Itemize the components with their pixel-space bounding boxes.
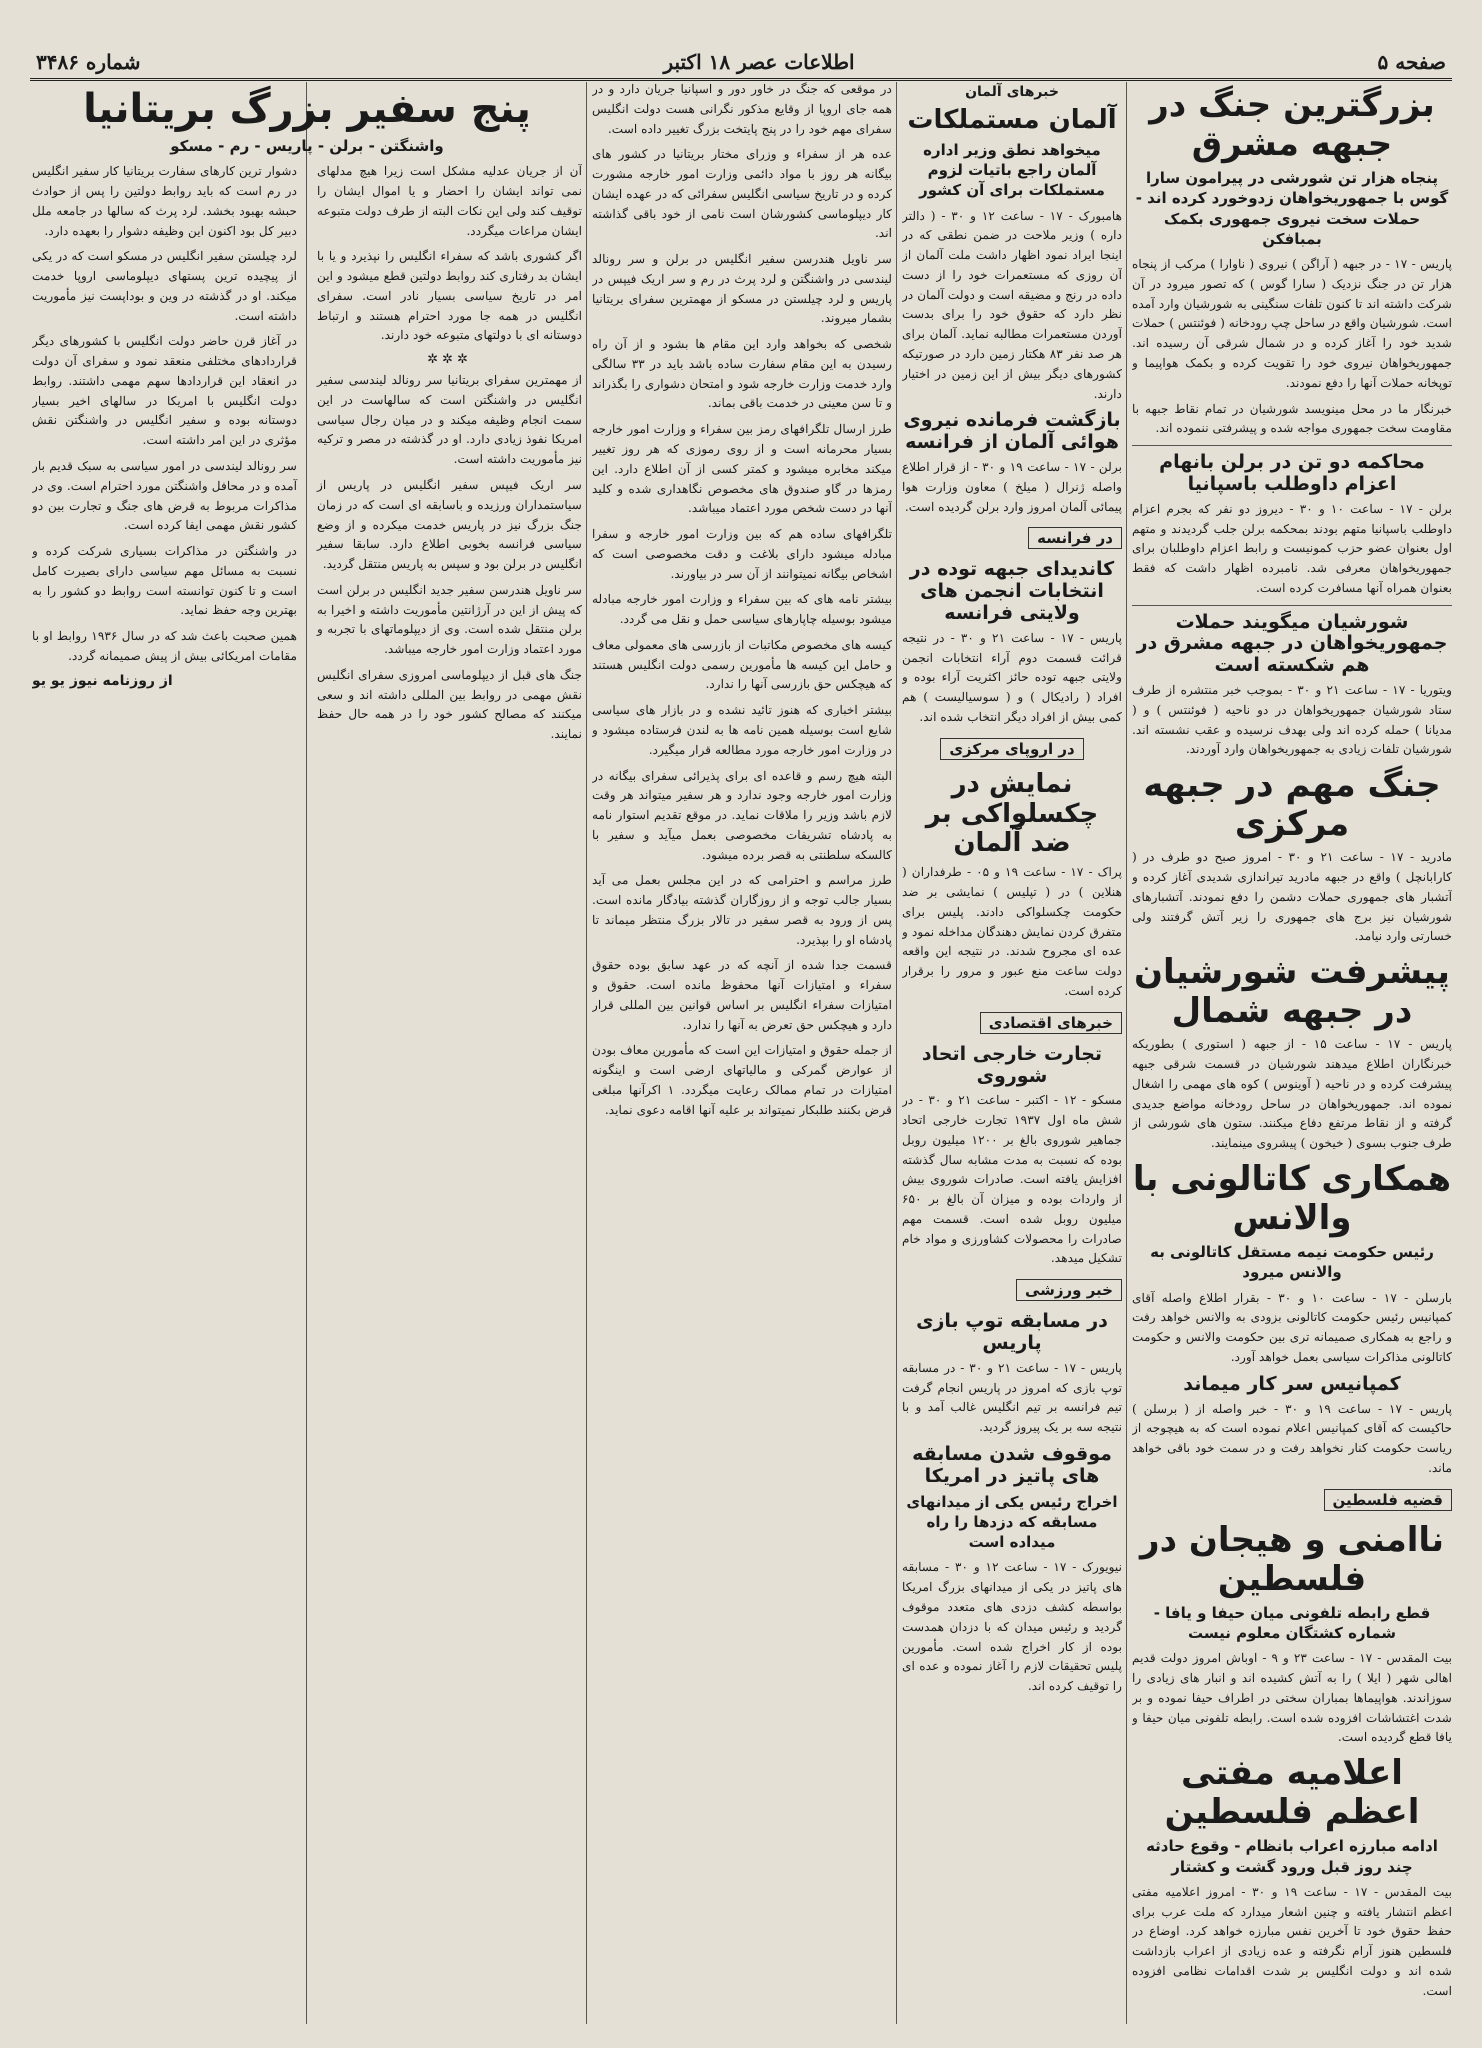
subhead-capitals: واشنگتن - برلن - پاریس - رم - مسکو (170, 137, 444, 155)
article-body: در موقعی که جنگ در خاور دور و اسپانیا جریان دارد و در همه جای اروپا از وقایع مذکور نگرانی هست دولت انگلیس سفرای مهم خود را در پنج پایتخت بزرگ تغییر داده است. (592, 82, 892, 136)
article-body: دشوار ترین کارهای سفارت بریتانیا کار سفیر انگلیس در رم است که باید روابط دولتین را پس از حوادث حبشه بهبود بخشد. لرد پرث که سالها در جامعه ملل دبیر کل بود اکنون این وظیفه دشوار را بعهده دارد. (32, 164, 297, 238)
article-body: مسکو - ۱۲ - اکتبر - ساعت ۲۱ و ۳۰ - در شش ماه اول ۱۹۳۷ تجارت خارجی اتحاد جماهیر شوروی بالغ بر ۱۲۰۰ میلیون روبل بوده که نسبت به مدت مشابه سال گذشته افزایش یافته است. صادرات شوروی بیش از واردات بوده و میزان آن بالغ بر ۶۵۰ میلیون روبل شده است. قسمت مهم صادرات را محصولات کشاورزی و مواد خام تشکیل میدهد. (902, 1093, 1122, 1266)
column-ambassadors-cont (592, 80, 892, 2028)
headline-air-chief: بازگشت فرمانده نیروی هوائی آلمان از فرانسه (903, 409, 1121, 454)
headline-paris-football: در مسابقه توپ بازی پاریس (916, 1310, 1108, 1355)
article-body: بیت المقدس - ۱۷ - ساعت ۱۹ و ۳۰ - امروز اعلامیه مفتی اعظم انتشار یافته و چنین اشعار میدارد که ملت عرب برای حفظ حقوق خود تا آخرین نفس مبارزه خواهد کرد. اوضاع در فلسطین هنوز آرام نگرفته و عده زیادی از اعراب بازداشت شده اند و دولت انگلیس بر شدت اقدامات نظامی افزوده است. (1132, 1884, 1452, 1998)
subhead-germany-colonies: میخواهد نطق وزیر اداره آلمان راجع باتیات لزوم مستملکات برای آن کشور (919, 140, 1105, 200)
article-body: طرز ارسال تلگرافهای رمز بین سفراء و وزارت امور خارجه بسیار محرمانه است و از روی رموزی که هر روز تغییر میکند مخابره میشود و کمتر کسی از آن اطلاع دارد. این رمزها در گاو صندوق های مخصوص نگاهداری شده و کلید آنها در دست شخص مورد اعتماد میباشد. (592, 422, 892, 516)
separator (1132, 605, 1452, 606)
article-body: البته هیچ رسم و قاعده ای برای پذیرائی سفرای بیگانه در وزارت امور خارجه وجود ندارد و هر سفیر میتواند هر وقت لازم باشد وزیر را ملاقات نماید. در موقع تقدیم استوار نامه به پادشاه تشریفات مخصوصی بعمل میآید و سفیر با کالسکه سلطنتی به قصر برده میشود. (592, 768, 892, 862)
headline-skating-cancel: موقوف شدن مسابقه های پاتیز در امریکا (912, 1443, 1112, 1487)
article-body: برلن - ۱۷ - ساعت ۱۰ و ۳۰ - دیروز دو نفر که بجرم اعزام داوطلب باسپانیا متهم بودند بمحکمه برلن جلب گردیدند و متهم اول بعنوان عضو حزب کمونیست و رابط اعزام داوطلبان برای جمهوریخواهان معرفی شد. نامبرده اظهار داشت که فقط بعنوان همراه آنها مسافرت کرده است. (1132, 501, 1452, 595)
headline-east-front: بزرگترین جنگ در جبهه مشرق (1149, 85, 1435, 165)
article-body: بارسلن - ۱۷ - ساعت ۱۰ و ۳۰ - بقرار اطلاع واصله آقای کمپانیس رئیس حکومت کاتالونی بزودی به والانس خواهد رفت و راجع به همکاری صمیمانه تری بین حکومت والانس و حکومت کاتالونی مذاکرات سیاسی بعمل خواهد آورد. (1132, 1290, 1452, 1364)
subhead-east-front: پنجاه هزار تن شورشی در پیرامون سارا گوس با جمهوریخواهان زدوخورد کرده اند - حملات سخت نیروی جمهوری بکمک بمبافکن (1135, 169, 1449, 248)
article-body: پراک - ۱۷ - ساعت ۱۹ و ۰۵ - طرفداران ( هنلاین ) در ( تپلیس ) نمایشی بر ضد حکومت چکسلواکی دادند. پلیس برای متفرق کردن نمایش دهندگان مداخله نمود و عده ای مجروح شدند. در نتیجه این واقعه دولت ساعت منع عبور و مرور را برقرار کرده است. (902, 865, 1122, 998)
article-body: اگر کشوری باشد که سفراء انگلیس را نپذیرد و یا با ایشان بد رفتاری کند روابط دولتین قطع میشود و این امر در تاریخ سیاسی بسیار نادر است. سفرای انگلیس در همه جا مورد احترام هستند و ارتباط دوستانه ای با دولتهای متبوعه خود دارند. (317, 249, 582, 343)
column-germany (902, 80, 1122, 2028)
article-body: بیشتر نامه های که بین سفراء و وزارت امور خارجه مبادله میشود بوسیله چاپارهای سیاسی حمل و نقل می گردد. (592, 592, 892, 627)
article-body: بیشتر اخباری که هنوز تائید نشده و در بازار های سیاسی شایع است بوسیله همین نامه ها به لندن فرستاده میشود و در وزارت امور خارجه مورد مطالعه قرار میگیرد. (592, 703, 892, 757)
headline-germany-colonies: آلمان مستملکات (907, 105, 1117, 135)
stars-divider: ✲✲✲ (427, 352, 472, 368)
article-body: ویتوریا - ۱۷ - ساعت ۲۱ و ۳۰ - بموجب خبر منتشره از طرف ستاد شورشیان جمهوریخواهان در دو ناحیه ( فوئنتس ) و ( مدیانا ) حمله کرده اند ولی بهدف نرسیده و عقب نشسته اند. شورشیان تلفات زیادی به جمهوریخواهان وارد آوردند. (1132, 683, 1452, 757)
headline-north-front: پیشرفت شورشیان در جبهه شمال (1134, 952, 1450, 1032)
article-body: سر ناویل هندرسن سفیر جدید انگلیس در برلن است که پیش از این در آرژانتین مأموریت داشته و اخیرا به برلن منتقل شده است. وی از دیپلوماتهای با تجربه و مورد اعتماد وزارت امور خارجه میباشد. (317, 582, 582, 657)
article-body: عده هر از سفراء و وزرای مختار بریتانیا در کشور های بیگانه هر روز با مواد دائمی وزارت امور خارجه مشورت کرده و در تاریخ سیاسی انگلیس سفرائی که در عهده ایشان کار دیپلوماسی کشورشان است نامی از خود باقی گذاشته اند. (592, 147, 892, 241)
headline-companys: کمپانیس سر کار میماند (1183, 1372, 1401, 1395)
section-label-france: در فرانسه (1028, 527, 1122, 549)
separator (1132, 445, 1452, 446)
column-rule (896, 82, 897, 2024)
headline-france-elections: کاندیدای جبهه توده در انتخابات انجمن های ولایتی فرانسه (909, 558, 1115, 624)
column-rule (586, 82, 587, 2024)
headline-rebels-claim: شورشیان میگویند حملات جمهوریخواهان در جبهه مشرق در هم شکسته است (1136, 610, 1448, 677)
article-body: جنگ های قبل از دیپلوماسی امروزی سفرای انگلیس نقش مهمی در روابط بین المللی داشته اند و سعی میکنند که مصالح کشور خود را در همه حال حفظ نمایند. (317, 667, 582, 742)
section-label-central-europe: در اروپای مرکزی (940, 738, 1083, 760)
column-rule (1126, 82, 1127, 2024)
source-credit: از روزنامه نیوز یو یو (32, 672, 173, 689)
article-body: در آغاز قرن حاضر دولت انگلیس با کشورهای دیگر قراردادهای مختلفی منعقد نمود و سفرای آن دولت در انعقاد این قراردادها سهم مهمی داشتند. روابط دولت انگلیس با امریکا در سالهای اخیر بسیار دوستانه بوده و سفیر انگلیس در واشنگتن نقش مؤثری در این امر داشته است. (32, 334, 297, 448)
headline-palestine-unrest: ناامنی و هیجان در فلسطین (1140, 1519, 1444, 1599)
article-body: بیت المقدس - ۱۷ - ساعت ۲۳ و ۹ - اوباش امروز دولت قدیم اهالی شهر ( ایلا ) را به آتش کشیده اند و انبار های زیادی را سوزاندند. هواپیماها بمباران سختی در اطراف حیفا نموده و بر شدت اغتشاشات افزوده شده است. رابطه تلفونی میان حیفا و یافا قطع گردیده است. (1132, 1651, 1452, 1745)
article-body: سر اریک فیپس سفیر انگلیس در پاریس از سیاستمداران ورزیده و باسابقه ای است که در زمان جنگ بزرگ نیز در پاریس خدمت میکرده و از وضع سیاسی فرانسه بخوبی اطلاع دارد. سابقا سفیر انگلیس در برلن بود و سپس به پاریس منتقل گردید. (317, 477, 582, 572)
article-body: پاریس - ۱۷ - ساعت ۲۱ و ۳۰ - در نتیجه قرائت قسمت دوم آراء انتخابات انجمن ولایتی جبهه توده حائز اکثریت آراء بوده و افراد ( رادیکال ) و ( سوسیالیست ) هم کمی بیش از افراد دیگر انتخاب شده اند. (902, 630, 1122, 724)
article-body: مادرید - ۱۷ - ساعت ۲۱ و ۳۰ - امروز صبح دو طرف در ( کارابانچل ) واقع در جبهه مادرید تیراندازی شدیدی آغاز کرده و آتشبار های جمهوری حملات دشمن را دفع نمودند. آتشبارهای شورشیان نیز برج های جمهوری را زیر آتش گرفتند ولی خسارتی وارد نیامد. (1132, 850, 1452, 944)
article-body: خبرنگار ما در محل مینویسد شورشیان در تمام نقاط جبهه با مقاومت سخت جمهوری مواجه شده و پیشرفتی ننموده اند. (1132, 401, 1452, 436)
article-body: سر ناویل هندرسن سفیر انگلیس در برلن و سر رونالد لیندسی در واشنگتن و لرد پرث در رم و سر اریک فیپس در پاریس و لرد چیلستن در مسکو از مهمترین سفرای بریتانیا بشمار میروند. (592, 252, 892, 326)
article-body: پاریس - ۱۷ - ساعت ۱۵ - از جبهه ( استوری ) بطوریکه خبرنگاران اطلاع میدهند شورشیان در قسمت شرقی جبهه پیشرفت کرده و در ناحیه ( آوینوس ) کوه های مهمی را اشغال نموده اند. جمهوریخواهان در ساحل رودخانه مواضع جدیدی گرفته و از نقاط مرتفع دفاع میکنند. ستون های شورشی از طرف جنوب بسوی ( خیخون ) پیشروی مینمایند. (1132, 1037, 1452, 1151)
article-body: قسمت جدا شده از آنچه که در عهد سابق بوده حقوق سفراء و امتیازات آنها محفوظ مانده است. حقوق و امتیازات سفراء انگلیس بر اساس قوانین بین المللی قرار دارد و هیچکس حق تعرض به آنها را ندارد. (592, 958, 892, 1032)
page-label: صفحه ۵ (1377, 50, 1446, 74)
subhead-mufti: ادامه مبارزه اعراب بانظام - وقوع حادثه چند روز قبل ورود گشت و کشتار (1146, 1837, 1438, 1876)
headline-catalonia: همکاری کاتالونی با والانس (1132, 1158, 1452, 1239)
masthead (30, 46, 1452, 81)
paper-date: اطلاعات عصر ۱۸ اکتبر (663, 50, 855, 74)
column-ambassadors (32, 80, 582, 2028)
article-body: همین صحبت باعث شد که در سال ۱۹۳۶ روابط او با مقامات امریکائی بیش از پیش صمیمانه گردد. (32, 629, 297, 663)
article-body: پاریس - ۱۷ - ساعت ۲۱ و ۳۰ - در مسابقه توپ بازی که امروز در پاریس انجام گرفت تیم فرانسه بر تیم انگلیس غالب آمد و با نتیجه سه بر یک پیروز گردید. (902, 1360, 1122, 1435)
headline-mufti: اعلامیه مفتی اعظم فلسطین (1164, 1753, 1420, 1833)
article-body: نیویورک - ۱۷ - ساعت ۱۲ و ۳۰ - مسابقه های پاتیز در یکی از میدانهای بزرگ امریکا بواسطه کشف دزدی های متعدد موقوف گردید و رئیس میدان که با دزدان همدست بوده از کار اخراج شده است. مأمورین پلیس تحقیقات لازم را آغاز نموده و عده ای را توقیف کرده اند. (902, 1560, 1122, 1694)
article-body: پاریس - ۱۷ - در جبهه ( آراگن ) نیروی ( ناوارا ) مرکب از پنجاه هزار تن در جنگ نزدیک ( سارا گوس ) که تصور میرود در آن شرکت داشته اند تا کنون تلفات سنگینی به شورشیان وارد آمده است. شورشیان واقع در ساحل چپ رودخانه ( فوئنتس ) حملات شدید خود را آغاز کرده و در شمال شرقی آن رسیده اند. جمهوریخواهان نیروی خود را تقویت کرده و بکمک هواپیما و توپخانه حملات آنها را دفع نمودند. (1132, 257, 1452, 390)
section-label-economy: خبرهای اقتصادی (980, 1012, 1122, 1034)
ambassadors-left-subcol (317, 162, 582, 751)
headline-berlin-trial: محاکمه دو تن در برلن بانهام اعزام داوطلب باسپانیا (1159, 451, 1425, 495)
article-body: طرز مراسم و احترامی که در این مجلس بعمل می آید بسیار جالب توجه و از روزگاران گذشته بیادگار مانده است. پس از ورود به قصر سفیر در تالار بزرگ منتظر میماند تا پادشاه او را بپذیرد. (592, 873, 892, 947)
article-body: پاریس - ۱۷ - ساعت ۱۹ و ۳۰ - خبر واصله از ( برسلن ) حاکیست که آقای کمپانیس اعلام نموده است که به هیچوجه از ریاست حکومت کنار نخواهد رفت و در سمت خود باقی خواهد ماند. (1132, 1401, 1452, 1475)
issue-number: شماره ۳۴۸۶ (36, 50, 141, 74)
headline-czech-demo: نمایش در چکسلواکی بر ضد آلمان (925, 768, 1099, 859)
headline-soviet-trade: تجارت خارجی اتحاد شوروی (921, 1042, 1103, 1087)
headline-central-front: جنگ مهم در جبهه مرکزی (1143, 765, 1441, 845)
section-label-palestine: قضیه فلسطین (1324, 1489, 1453, 1511)
kicker-germany: خبرهای آلمان (965, 84, 1059, 100)
column-east-front (1132, 80, 1452, 2028)
article-body: کیسه های مخصوص مکاتبات از بازرسی های معمولی معاف و حامل این کیسه ها مأمورین رسمی دولت انگلیس هستند که هیچکس حق بازرسی آنها را ندارد. (592, 637, 892, 692)
article-body: برلن - ۱۷ - ساعت ۱۹ و ۳۰ - از قرار اطلاع واصله ژنرال ( میلخ ) معاون وزارت هوا پیمائی آلمان امروز وارد برلن گردیده است. (902, 459, 1122, 514)
article-body: آن از جریان عدلیه مشکل است زیرا هیچ مدلهای نمی تواند ایشان را احضار و یا اموال ایشان را توقیف کند ولی این نکات البته از طرف دولت متبوعه ایشان مراعات میگردد. (317, 164, 582, 238)
ambassadors-right-subcol (32, 162, 297, 751)
headline-five-ambassadors: پنج سفیر بزرگ بریتانیا (83, 86, 531, 132)
article-body: از مهمترین سفرای بریتانیا سر رونالد لیندسی سفیر انگلیس در واشنگتن است که سالهاست در این سمت انجام وظیفه میکند و در میان رجال سیاسی امریکا نفوذ زیادی دارد. او در گذشته در مصر و ترکیه نیز مأموریت داشته است. (317, 373, 582, 467)
article-body: در واشنگتن در مذاکرات بسیاری شرکت کرده و نسبت به مسائل مهم سیاسی دارای بصیرت کامل است و تا کنون توانسته است روابط دو کشور را به بهترین وجه حفظ نماید. (32, 544, 297, 618)
article-body: از جمله حقوق و امتیازات این است که مأمورین معاف بودن از عوارض گمرکی و مالیاتهای ارضی است و اینگونه امتیازات در تمام ممالک رعایت میگردد. ۱ اکرآنها مبلغی قرض بکنند طلبکار نمیتواند بر علیه آنها اقامه دعوی نماید. (592, 1043, 892, 1117)
section-label-sport: خبر ورزشی (1016, 1279, 1122, 1301)
subhead-palestine-unrest: قطع رابطه تلفونی میان حیفا و یافا - شماره کشتگان معلوم نیست (1153, 1603, 1431, 1643)
article-body: هامبورک - ۱۷ - ساعت ۱۲ و ۳۰ - ( دالتر داره ) وزیر ملاحت در ضمن نطقی که در اینجا ایراد نمود اظهار داشت ملت آلمان از آن روزی که مستعمرات خود را از دست داده در رنج و مضیقه است و دولت آلمان در نظر دارد که حقوق خود را برای بدست آوردن مستعمرات مطالبه نماید. آلمان برای هر صد نفر ۸۳ هکتار زمین دارد در صورتیکه کشورهای دیگر بیش از این زمین در اختیار دارند. (902, 208, 1122, 401)
article-body: سر رونالد لیندسی در امور سیاسی به سبک قدیم بار آمده و در محافل واشنگتن مورد احترام است. وی در مذاکرات مربوط به قرض های جنگ و تجارت بین دو کشور نقش مهمی ایفا کرده است. (32, 458, 297, 533)
article-body: تلگرافهای ساده هم که بین وزارت امور خارجه و سفرا مبادله میشود دارای بلاغت و دقت مخصوصی است که اشخاص بیگانه نمیتوانند از آن سر در بیاورند. (592, 527, 892, 581)
subhead-skating-cancel: اخراج رئیس یکی از میدانهای مسابقه که دزدها را راه میداده است (906, 1492, 1118, 1552)
article-body: شخصی که بخواهد وارد این مقام ها بشود و از آن راه رسیدن به این مقام سفارت ساده باشد باید در ۳۳ سالگی وارد خدمت وزارت خارجه شود و امتحان دشواری را بگذراند و تا سن معینی در خدمت باقی بماند. (592, 337, 892, 411)
subhead-catalonia: رئیس حکومت نیمه مستقل کاتالونی به والانس میرود (1150, 1243, 1434, 1282)
article-body: لرد چیلستن سفیر انگلیس در مسکو است که در یکی از پیچیده ترین پستهای دیپلوماسی اروپا خدمت میکند. او در گذشته در وین و بوداپست نیز مأموریت داشته است. (32, 249, 297, 323)
